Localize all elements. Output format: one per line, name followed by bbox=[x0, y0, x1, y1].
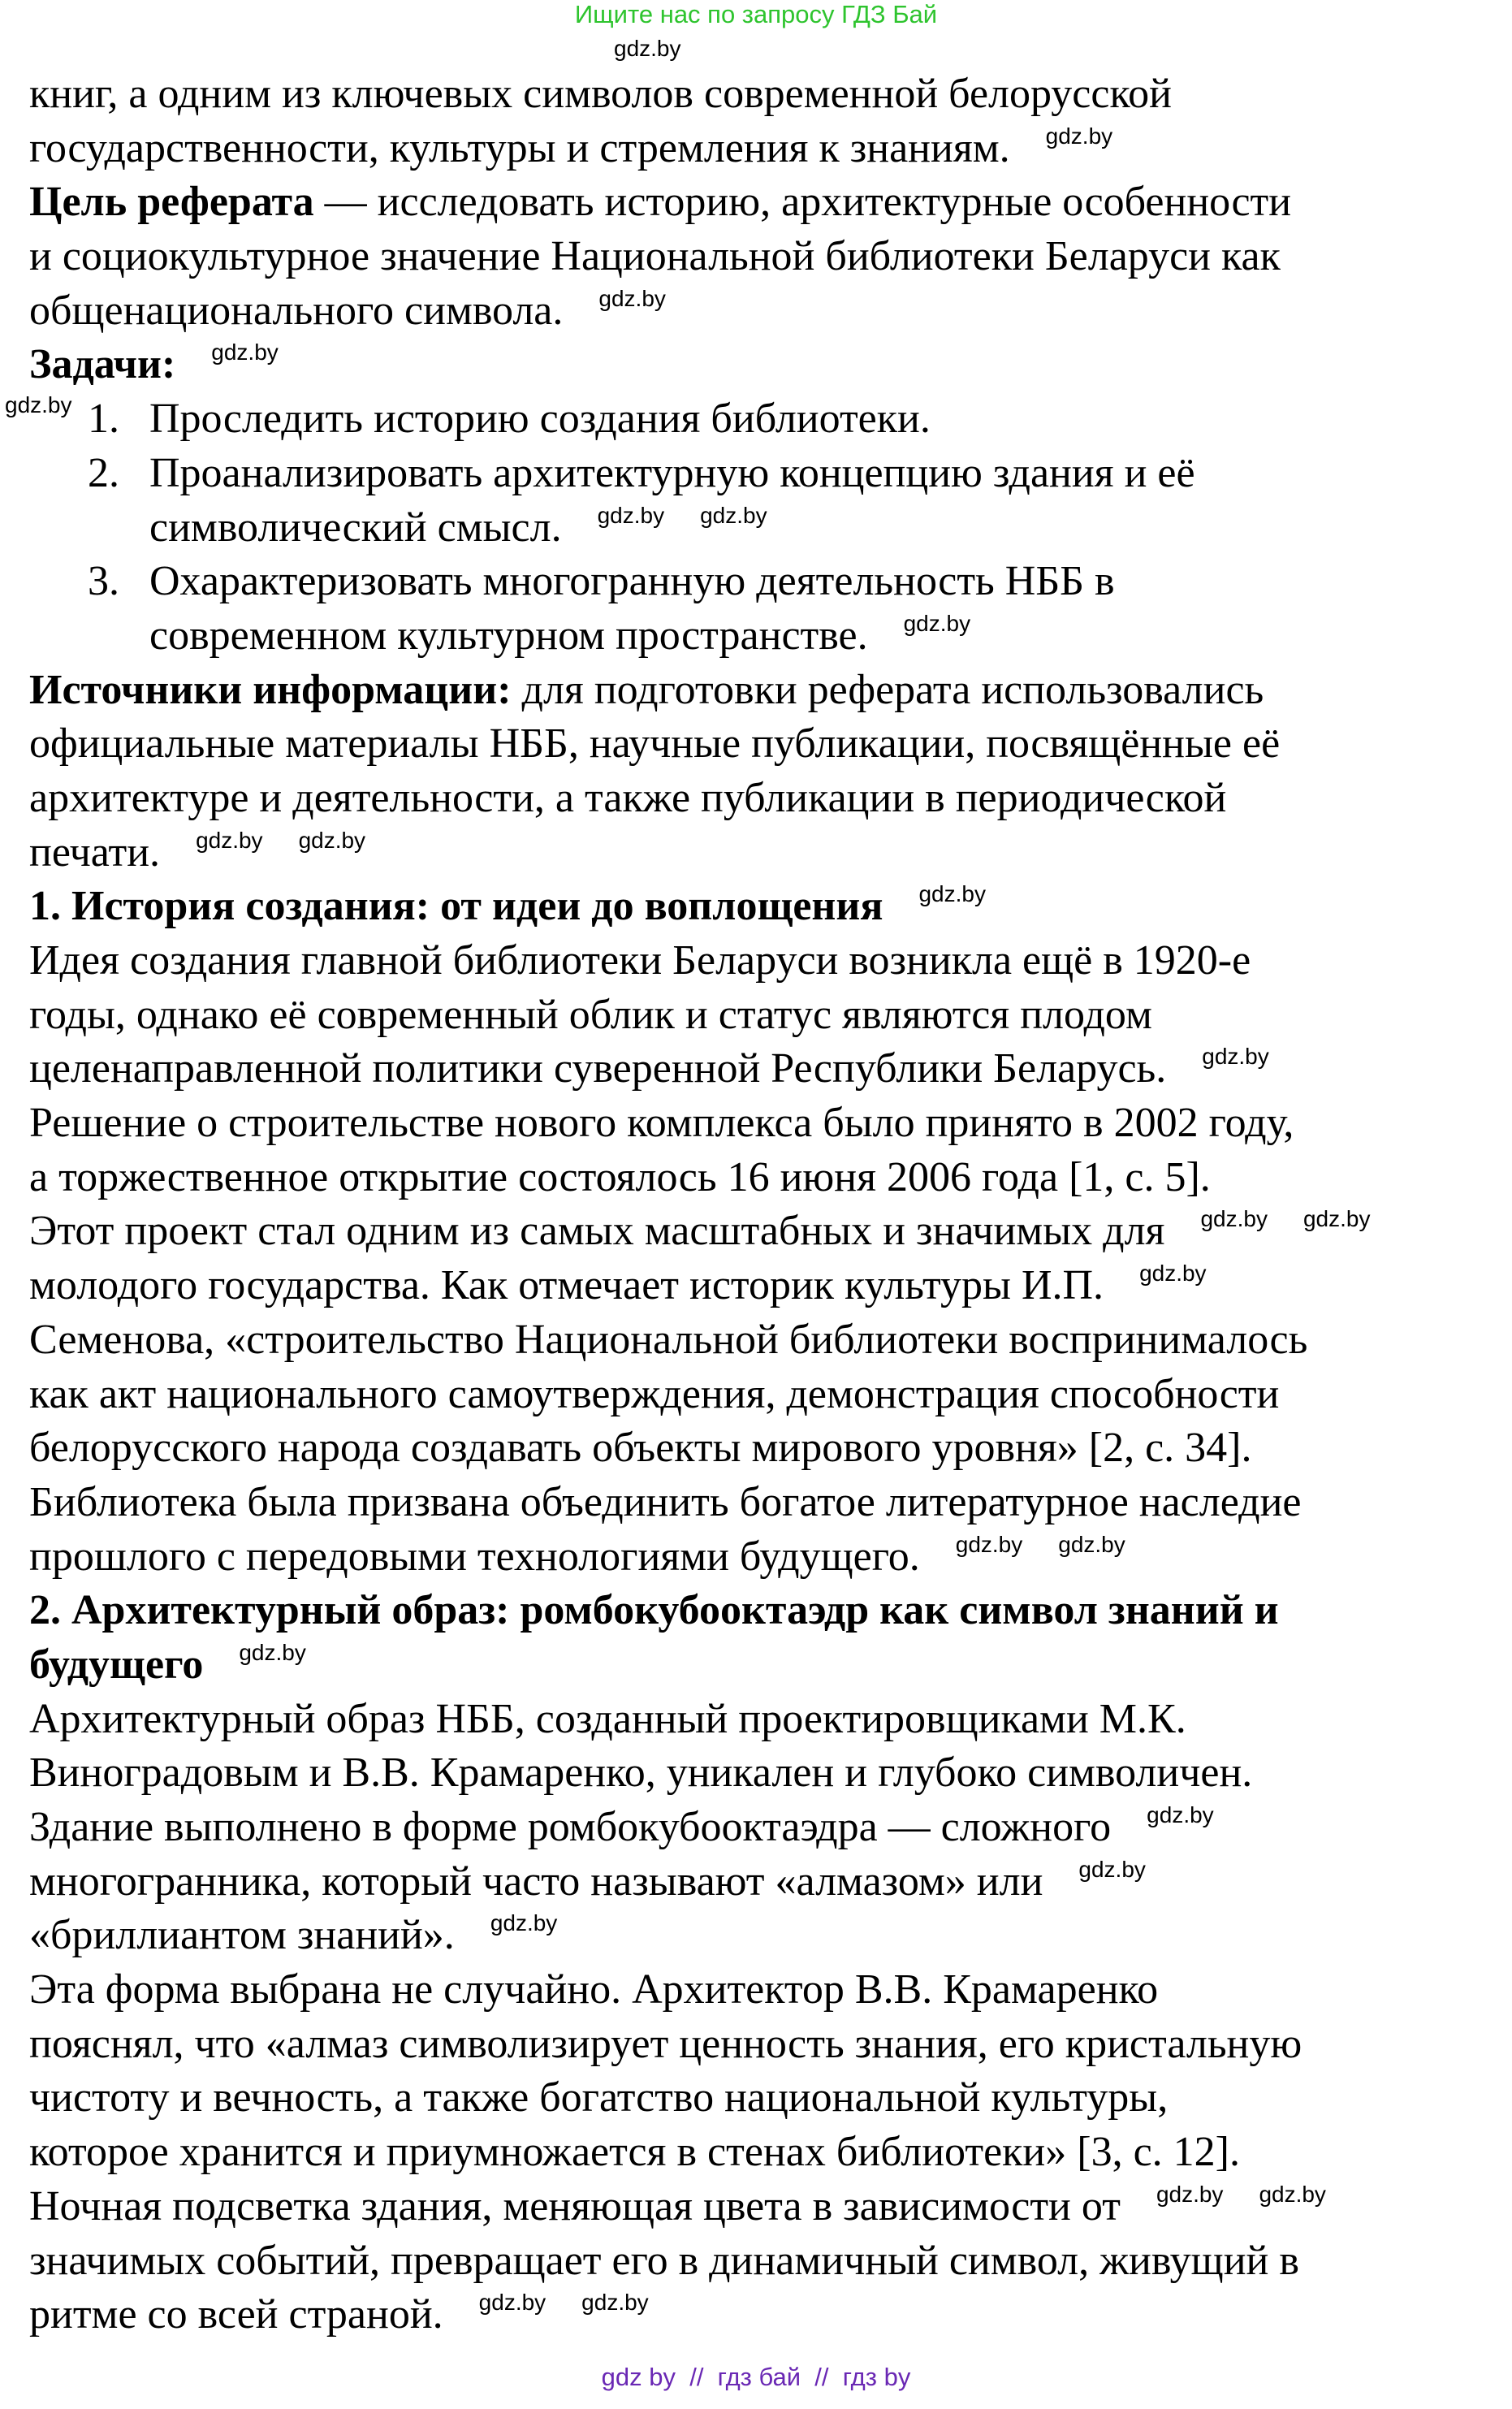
line-text: Проследить историю создания библиотеки. bbox=[149, 396, 931, 443]
line-text: Эта форма выбрана не случайно. Архитектор В.В. Крамаренко bbox=[29, 1966, 1159, 2013]
line-text: Архитектурный образ НББ, созданный проектировщиками М.К. bbox=[29, 1695, 1186, 1742]
line-text: и социокультурное значение Национальной библиотеки Беларуси как bbox=[29, 233, 1281, 280]
text-line bbox=[29, 1963, 1370, 2018]
text-line bbox=[29, 2288, 1370, 2342]
line-text: белорусского народа создавать объекты мирового уровня» [2, с. 34]. bbox=[29, 1425, 1252, 1472]
text-line bbox=[29, 1476, 1370, 1530]
text-line bbox=[29, 501, 1370, 556]
text-line bbox=[29, 1259, 1370, 1313]
line-text: для подготовки реферата использовались bbox=[511, 666, 1264, 713]
line-text: чистоту и вечность, а также богатство национальной культуры, bbox=[29, 2074, 1169, 2121]
text-line bbox=[29, 772, 1370, 826]
line-text: молодого государства. Как отмечает историк культуры И.П. bbox=[29, 1262, 1104, 1309]
line-text: прошлого с передовыми технологиями будущего. bbox=[29, 1533, 920, 1580]
text-line bbox=[29, 826, 1370, 880]
text-line bbox=[29, 1151, 1370, 1205]
watermark: gdz.by bbox=[1045, 123, 1113, 149]
watermark: gdz.by bbox=[1147, 1802, 1214, 1827]
text-line bbox=[29, 1909, 1370, 1963]
search-hint-banner: Ищите нас по запросу ГДЗ Бай bbox=[574, 0, 938, 28]
text-line bbox=[29, 284, 1370, 339]
bold-heading: будущего bbox=[29, 1641, 204, 1688]
watermark: gdz.by bbox=[700, 502, 767, 528]
text-line bbox=[29, 1584, 1370, 1638]
text-line bbox=[29, 67, 1370, 122]
watermark: gdz.by bbox=[1139, 1261, 1207, 1287]
text-line bbox=[29, 664, 1370, 718]
line-text: — исследовать историю, архитектурные особенности bbox=[313, 179, 1292, 226]
watermark: gdz.by bbox=[614, 36, 681, 61]
line-text: официальные материалы НББ, научные публикации, посвящённые её bbox=[29, 720, 1281, 768]
text-line bbox=[29, 338, 1370, 392]
line-text: «бриллиантом знаний». bbox=[29, 1912, 455, 1959]
watermark: gdz.by bbox=[1259, 2181, 1326, 2207]
bold-heading: Источники информации: bbox=[29, 666, 512, 713]
line-text: печати. bbox=[29, 828, 161, 876]
bold-heading: Задачи: bbox=[29, 341, 176, 388]
line-text: Идея создания главной библиотеки Беларуси возникла ещё в 1920-е bbox=[29, 937, 1251, 984]
line-text: архитектуре и деятельности, а также публикации в периодической bbox=[29, 774, 1227, 821]
line-text: государственности, культуры и стремления к знаниям. bbox=[29, 124, 1010, 171]
text-line bbox=[29, 230, 1370, 284]
text-line bbox=[29, 175, 1370, 230]
line-text: символический смысл. bbox=[149, 504, 562, 551]
watermark: gdz.by bbox=[1058, 1531, 1125, 1557]
line-text: книг, а одним из ключевых символов современной белорусской bbox=[29, 71, 1172, 117]
text-line bbox=[29, 2018, 1370, 2072]
line-text: Охарактеризовать многогранную деятельность НББ в bbox=[149, 558, 1115, 605]
text-line bbox=[29, 609, 1370, 664]
text-line bbox=[29, 1368, 1370, 1422]
line-text: современном культурном пространстве. bbox=[149, 612, 868, 659]
text-line bbox=[29, 1096, 1370, 1151]
watermark: gdz.by bbox=[211, 340, 279, 365]
list-item bbox=[29, 447, 1370, 501]
text-line bbox=[29, 1042, 1370, 1096]
watermark: gdz.by bbox=[1078, 1856, 1146, 1882]
watermark: gdz.by bbox=[918, 881, 986, 907]
line-text: которое хранится и приумножается в стенах библиотеки» [3, с. 12]. bbox=[29, 2129, 1240, 2176]
watermark: gdz.by bbox=[1302, 1206, 1371, 1232]
watermark: gdz.by bbox=[597, 502, 665, 528]
line-text: Ночная подсветка здания, меняющая цвета в зависимости от bbox=[29, 2182, 1121, 2230]
line-text: ритме со всей страной. bbox=[29, 2291, 443, 2338]
watermark: gdz.by bbox=[478, 2290, 546, 2316]
list-number: 1. bbox=[88, 396, 119, 443]
text-line bbox=[29, 880, 1370, 934]
line-text: Библиотека была призвана объединить богатое литературное наследие bbox=[29, 1478, 1302, 1525]
line-text: значимых событий, превращает его в динамичный символ, живущий в bbox=[29, 2237, 1299, 2284]
line-text: годы, однако её современный облик и статус являются плодом bbox=[29, 991, 1152, 1038]
list-number: 3. bbox=[88, 558, 119, 605]
line-text: Этот проект стал одним из самых масштабных и значимых для bbox=[29, 1208, 1165, 1255]
bold-heading: 1. История создания: от идеи до воплощения bbox=[29, 883, 883, 930]
line-text: а торжественное открытие состоялось 16 июня 2006 года [1, с. 5]. bbox=[29, 1153, 1211, 1200]
text-line bbox=[29, 1855, 1370, 1909]
footer-banner: gdz by // гдз бай // гдз by bbox=[601, 2363, 911, 2391]
text-line bbox=[29, 1638, 1370, 1693]
line-text: общенационального символа. bbox=[29, 287, 564, 334]
text-line bbox=[29, 717, 1370, 772]
watermark: gdz.by bbox=[1156, 2181, 1224, 2207]
watermark: gdz.by bbox=[1200, 1206, 1268, 1232]
text-line bbox=[29, 2180, 1370, 2234]
watermark: gdz.by bbox=[598, 285, 666, 311]
line-text: Здание выполнено в форме ромбокубооктаэдра — сложного bbox=[29, 1804, 1112, 1850]
watermark: gdz.by bbox=[5, 392, 72, 418]
line-text: как акт национального самоутверждения, демонстрация способности bbox=[29, 1370, 1280, 1417]
line-text: пояснял, что «алмаз символизирует ценность знания, его кристальную bbox=[29, 2020, 1302, 2067]
text-line bbox=[29, 122, 1370, 176]
text-line bbox=[29, 1530, 1370, 1585]
line-text: Проанализировать архитектурную концепцию здания и её bbox=[149, 449, 1195, 496]
text-line bbox=[29, 934, 1370, 988]
bold-heading: 2. Архитектурный образ: ромбокубооктаэдр как символ знаний и bbox=[29, 1587, 1279, 1634]
text-line bbox=[29, 1313, 1370, 1368]
watermark: gdz.by bbox=[490, 1910, 558, 1936]
text-line bbox=[29, 2071, 1370, 2126]
line-text: Семенова, «строительство Национальной библиотеки воспринималось bbox=[29, 1316, 1308, 1363]
watermark: gdz.by bbox=[1202, 1044, 1269, 1070]
text-line bbox=[29, 2126, 1370, 2180]
watermark: gdz.by bbox=[955, 1531, 1023, 1557]
text-line bbox=[29, 2234, 1370, 2289]
line-text: Решение о строительстве нового комплекса было принято в 2002 году, bbox=[29, 1100, 1294, 1147]
watermark: gdz.by bbox=[239, 1639, 306, 1665]
list-item bbox=[29, 555, 1370, 609]
watermark: gdz.by bbox=[903, 610, 971, 636]
watermark: gdz.by bbox=[196, 827, 263, 853]
bold-heading: Цель реферата bbox=[29, 179, 314, 226]
list-item bbox=[5, 392, 1370, 447]
text-line bbox=[29, 988, 1370, 1043]
line-text: Виноградовым и В.В. Крамаренко, уникален и глубоко символичен. bbox=[29, 1749, 1253, 1797]
text-line bbox=[29, 1801, 1370, 1855]
document-body bbox=[5, 67, 1371, 2342]
text-line bbox=[29, 1421, 1370, 1476]
text-line bbox=[29, 1693, 1370, 1747]
watermark: gdz.by bbox=[298, 827, 366, 853]
line-text: многогранника, который часто называют «алмазом» или bbox=[29, 1858, 1043, 1905]
line-text: целенаправленной политики суверенной Республики Беларусь. bbox=[29, 1045, 1167, 1092]
list-number: 2. bbox=[88, 449, 119, 496]
text-line bbox=[29, 1746, 1370, 1801]
watermark: gdz.by bbox=[581, 2290, 649, 2316]
text-line bbox=[29, 1204, 1370, 1259]
